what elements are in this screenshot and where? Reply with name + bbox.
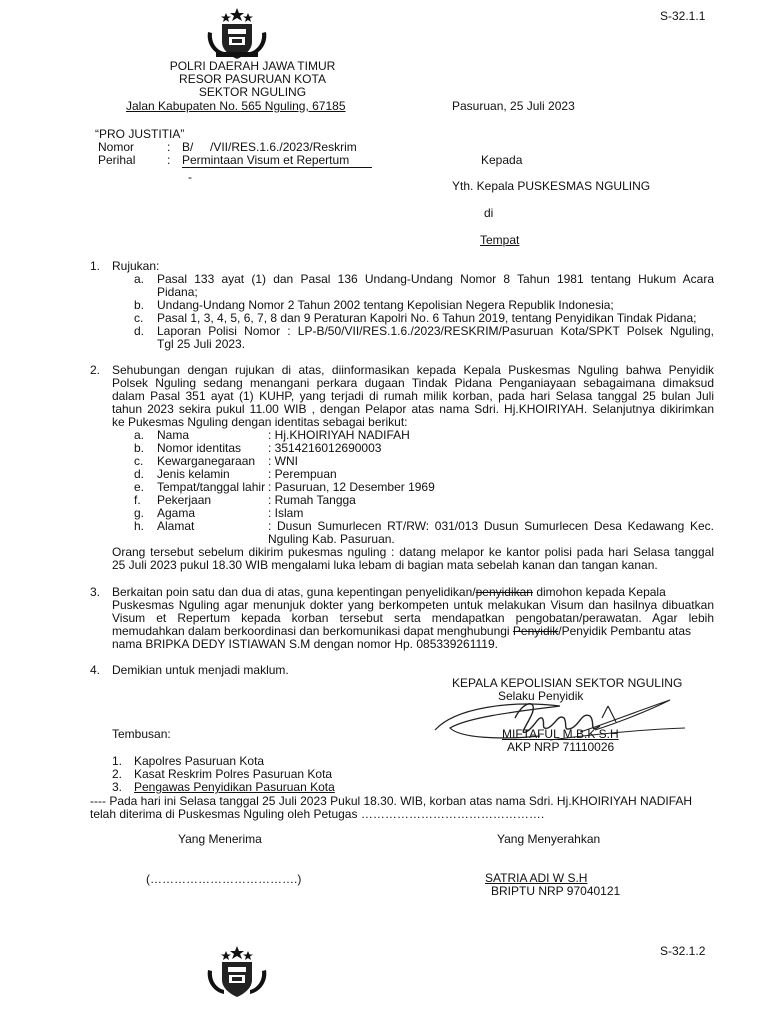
- section-2-line-2: Polsek Nguling sedang menangani perkara dugaan Tindak Pidana Penganiayaan sebagaimana dimaksud: [112, 376, 714, 390]
- identity-key-kewarganegaraan: Kewarganegaraan: [157, 454, 256, 468]
- signatory-title: KEPALA KEPOLISIAN SEKTOR NGULING: [452, 676, 683, 690]
- nomor-value: B/ /VII/RES.1.6./2023/Reskrim: [182, 140, 357, 154]
- identity-letter-c: c.: [134, 454, 144, 468]
- identity-key-nomor: Nomor identitas: [157, 441, 242, 455]
- pro-justitia: “PRO JUSTITIA”: [95, 127, 185, 141]
- perihal-separator: :: [167, 153, 171, 167]
- identity-letter-b: b.: [134, 441, 145, 455]
- identity-letter-h: h.: [134, 519, 145, 533]
- section-2-line-1: Sehubungan dengan rujukan di atas, diinformasikan kepada Kepala Puskesmas Nguling bahwa Penyidik: [112, 363, 714, 377]
- letterhead-line-2: RESOR PASURUAN KOTA: [179, 72, 326, 86]
- tembusan-number-3: 3.: [112, 780, 123, 794]
- letterhead-address: Jalan Kabupaten No. 565 Nguling, 67185: [126, 99, 346, 113]
- identity-key-nama: Nama: [157, 428, 190, 442]
- section-2-number: 2.: [90, 363, 101, 377]
- section-3-line-4-struck: Penyidik: [512, 624, 559, 638]
- tembusan-number-2: 2.: [112, 767, 123, 781]
- letterhead-line-1: POLRI DAERAH JAWA TIMUR: [169, 59, 336, 73]
- rujukan-item-a-letter: a.: [134, 272, 145, 286]
- rujukan-item-d-cont: Tgl 25 Juli 2023.: [157, 337, 246, 351]
- nomor-separator: :: [167, 140, 171, 154]
- identity-value-ttl: : Pasuruan, 12 Desember 1969: [268, 480, 435, 494]
- recipient-tempat: Tempat: [480, 233, 520, 247]
- rujukan-item-b-text: Undang-Undang Nomor 2 Tahun 2002 tentang Kepolisian Negera Republik Indonesia;: [157, 298, 614, 312]
- identity-key-ttl: Tempat/tanggal lahir: [157, 480, 266, 494]
- page-reference: S-32.1.1: [660, 9, 706, 23]
- rujukan-item-a-text: Pasal 133 ayat (1) dan Pasal 136 Undang-Undang Nomor 8 Tahun 1981 tentang Hukum Acara: [157, 272, 714, 286]
- page-reference-next: S-32.1.2: [660, 944, 706, 958]
- section-2-closing-1: Orang tersebut sebelum dikirim pukesmas nguling : datang melapor ke kantor polisi pada hari Selasa tanggal: [112, 545, 714, 559]
- identity-key-alamat: Alamat: [157, 519, 195, 533]
- identity-value-kewarganegaraan: : WNI: [268, 454, 298, 468]
- section-4-number: 4.: [90, 663, 101, 677]
- section-3-line-4-c: /Penyidik Pembantu atas: [558, 624, 692, 638]
- recipient-name: Yth. Kepala PUSKESMAS NGULING: [452, 179, 651, 193]
- giver-name: SATRIA ADI W S.H: [485, 871, 588, 885]
- letterhead-line-3: SEKTOR NGULING: [198, 85, 307, 99]
- nomor-label: Nomor: [98, 140, 135, 154]
- identity-letter-f: f.: [134, 493, 141, 507]
- rujukan-item-d-text: Laporan Polisi Nomor : LP-B/50/VII/RES.1.6./2023/RESKRIM/Pasuruan Kota/SPKT Polsek Nguling,: [157, 324, 714, 338]
- giver-nrp: BRIPTU NRP 97040121: [491, 884, 621, 898]
- section-2-line-5: ke Pukesmas Nguling dengan identitas sebagai berikut:: [112, 415, 408, 429]
- section-3-line-1-c: dimohon kepada Kepala: [532, 585, 666, 599]
- identity-value-pekerjaan: : Rumah Tangga: [268, 493, 356, 507]
- perihal-label: Perihal: [98, 153, 136, 167]
- tembusan-item-1: Kapolres Pasuruan Kota: [134, 754, 265, 768]
- rujukan-item-c-text: Pasal 1, 3, 4, 5, 6, 7, 8 dan 9 Peraturan Kapolri No. 6 Tahun 2019, tentang Penyidikan Tindak Pidana;: [157, 311, 697, 325]
- rujukan-item-a-cont: Pidana;: [157, 285, 198, 299]
- signatory-name: MIFTAFUL M.B.K S.H: [502, 727, 619, 741]
- signatory-nrp: AKP NRP 71110026: [507, 740, 615, 754]
- meta-dash: -: [188, 170, 192, 184]
- identity-key-agama: Agama: [157, 506, 196, 520]
- section-2-line-4: tahun 2023 sekira pukul 11.00 WIB , dengan Pelapor atas nama Sdri. Hj.KHOIRIYAH. Selanjutnya dikirimkan: [112, 402, 714, 416]
- identity-key-pekerjaan: Pekerjaan: [157, 493, 212, 507]
- receiver-label: Yang Menerima: [178, 832, 262, 846]
- rujukan-item-c-letter: c.: [134, 311, 144, 325]
- identity-key-jenis-kelamin: Jenis kelamin: [157, 467, 230, 481]
- identity-value-nama: : Hj.KHOIRIYAH NADIFAH: [268, 428, 410, 442]
- recipient-di: di: [484, 206, 494, 220]
- tembusan-label: Tembusan:: [112, 727, 171, 741]
- identity-alamat-cont: Nguling Kab. Pasuruan.: [268, 532, 395, 546]
- tembusan-item-2: Kasat Reskrim Polres Pasuruan Kota: [134, 767, 333, 781]
- identity-value-alamat: : Dusun Sumurlecen RT/RW: 031/013 Dusun Sumurlecen Desa Kedawang Kec.: [268, 519, 714, 533]
- section-3-line-1-struck: penyidikan: [475, 585, 533, 599]
- identity-letter-d: d.: [134, 467, 145, 481]
- section-3-line-3: Visum et Repertum kepada korban tersebut serta mendapatkan pengobatan/perawatan. Agar lebih: [112, 611, 714, 625]
- section-3-line-1-a: Berkaitan poin satu dan dua di atas, guna kepentingan penyelidikan/: [112, 585, 476, 599]
- rujukan-item-b-letter: b.: [134, 298, 145, 312]
- receiver-signature-blank: (……………………………….): [146, 872, 302, 886]
- signatory-role: Selaku Penyidik: [498, 689, 584, 703]
- recipient-kepada: Kepada: [481, 153, 523, 167]
- section-3-line-2: Puskesmas Nguling agar menunjuk dokter yang berkompeten untuk melakukan Visum dan hasilnya dibuatkan: [112, 598, 714, 612]
- identity-letter-a: a.: [134, 428, 145, 442]
- section-3-line-4-a: memudahkan dalam berkoordinasi dan berkomunikasi dapat menghubungi: [112, 624, 513, 638]
- receipt-line-2: telah diterima di Puskesmas Nguling oleh Petugas ……………………………………….: [90, 807, 545, 821]
- section-3-number: 3.: [90, 585, 101, 599]
- identity-letter-e: e.: [134, 480, 145, 494]
- tembusan-number-1: 1.: [112, 754, 123, 768]
- rujukan-item-d-letter: d.: [134, 324, 145, 338]
- section-1-number: 1.: [90, 259, 101, 273]
- perihal-value: Permintaan Visum et Repertum: [182, 154, 372, 168]
- section-2-closing-2: 25 Juli 2023 pukul 18.30 WIB mengalami luka lebam di bagian mata sebelah kanan dan tangan kanan.: [112, 558, 658, 572]
- identity-value-agama: : Islam: [268, 506, 304, 520]
- giver-label: Yang Menyerahkan: [497, 832, 601, 846]
- identity-value-jenis-kelamin: : Perempuan: [268, 467, 337, 481]
- section-1-title: Rujukan:: [112, 259, 160, 273]
- section-2-line-3: dalam Pasal 351 ayat (1) KUHP, yang terjadi di rumah milik korban, pada hari Selasa tanggal 25 bulan Juli: [112, 389, 714, 403]
- section-4-text: Demikian untuk menjadi maklum.: [112, 663, 289, 677]
- tembusan-item-3: Pengawas Penyidikan Pasuruan Kota: [134, 780, 335, 794]
- section-3-line-5: nama BRIPKA DEDY ISTIAWAN S.M dengan nomor Hp. 085339261119.: [112, 637, 498, 651]
- place-date: Pasuruan, 25 Juli 2023: [452, 99, 575, 113]
- identity-value-nomor: : 3514216012690003: [268, 441, 382, 455]
- polri-emblem-logo: [202, 8, 272, 60]
- identity-letter-g: g.: [134, 506, 145, 520]
- polri-emblem-logo-next-page: [202, 946, 272, 998]
- receipt-line-1: ---- Pada hari ini Selasa tanggal 25 Juli 2023 Pukul 18.30. WIB, korban atas nama Sdri. Hj.KHOIRIYAH NADIFAH: [90, 794, 693, 808]
